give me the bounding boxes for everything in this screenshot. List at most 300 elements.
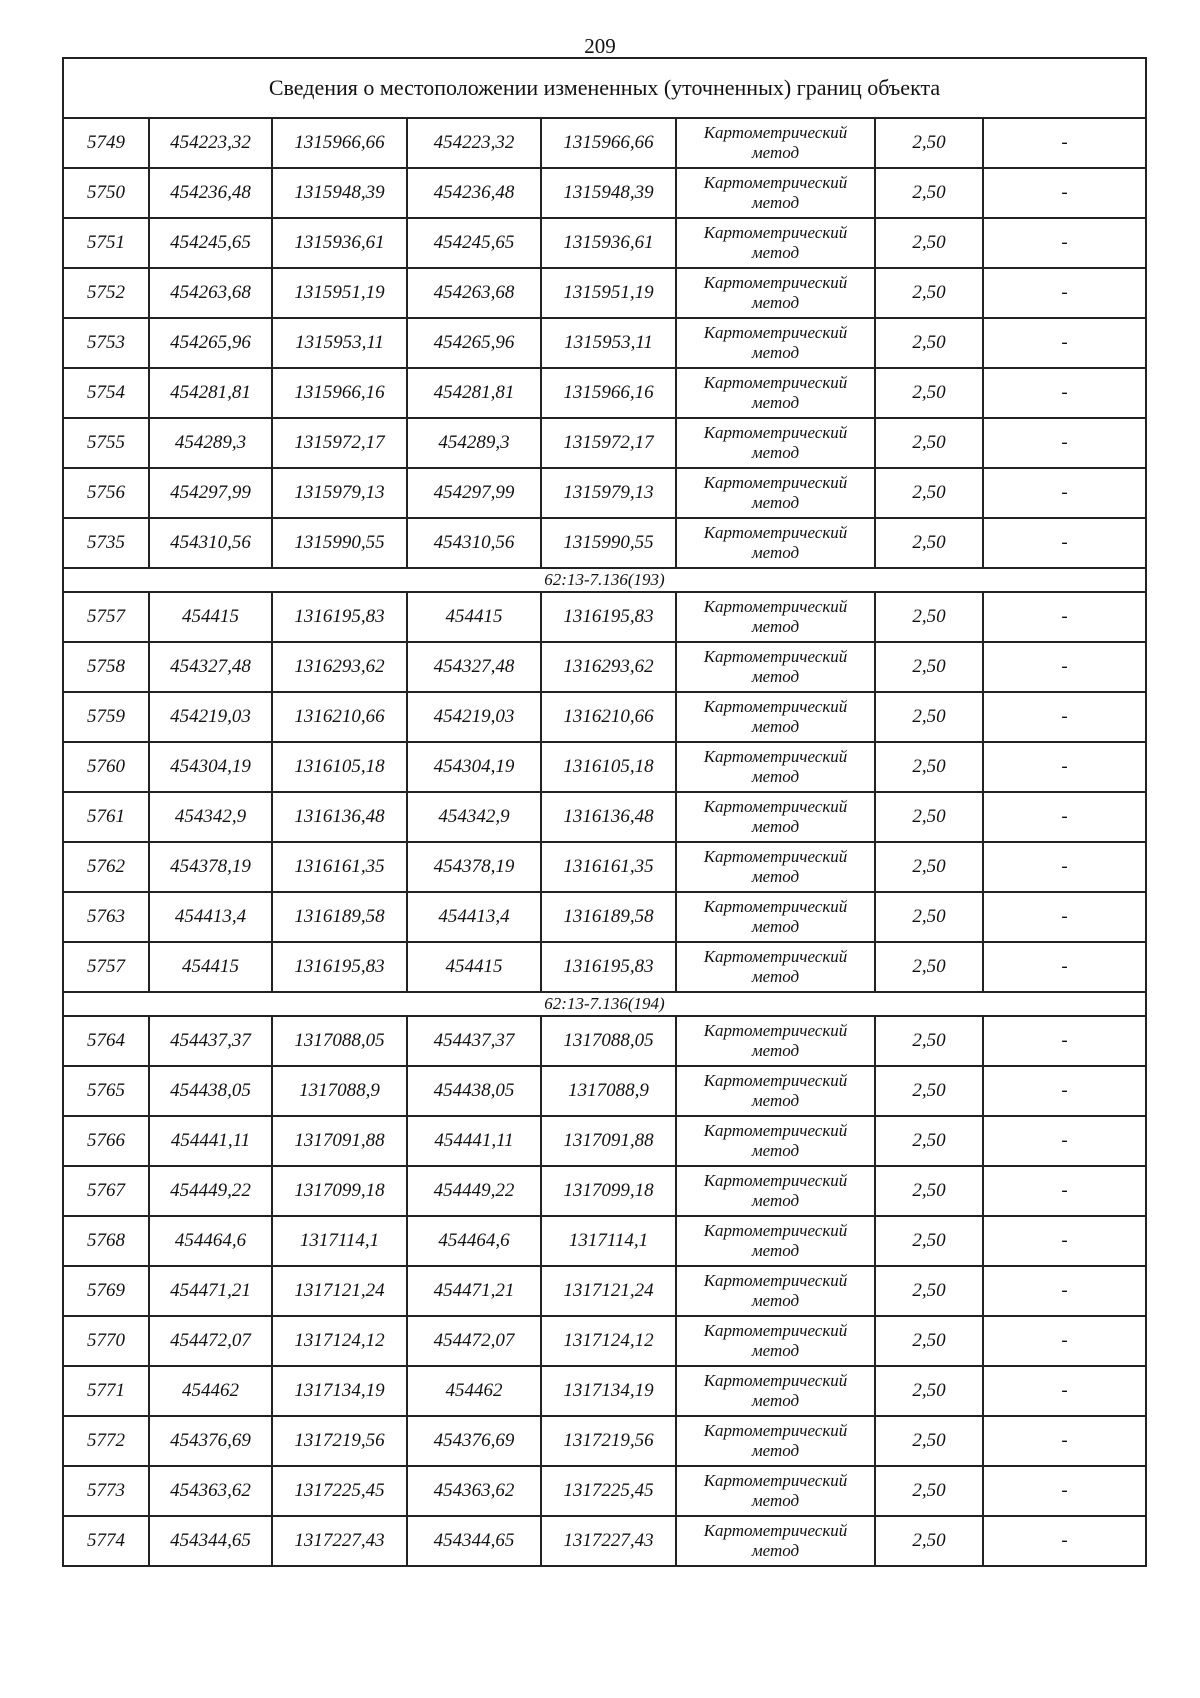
- y-existing-cell: 1317099,18: [272, 1166, 407, 1216]
- x-refined-cell: 454376,69: [407, 1416, 541, 1466]
- y-existing-cell: 1316195,83: [272, 592, 407, 642]
- x-refined-cell: 454441,11: [407, 1116, 541, 1166]
- table-row: [63, 1466, 1146, 1516]
- accuracy-cell: 2,50: [875, 1216, 983, 1266]
- table-row: [63, 1066, 1146, 1116]
- point-number-cell: 5759: [63, 692, 149, 742]
- accuracy-cell: 2,50: [875, 518, 983, 568]
- point-number-cell: 5774: [63, 1516, 149, 1566]
- x-refined-cell: 454449,22: [407, 1166, 541, 1216]
- method-cell: [676, 268, 875, 318]
- table-row: [63, 742, 1146, 792]
- description-cell: -: [983, 168, 1146, 218]
- description-cell: -: [983, 1466, 1146, 1516]
- x-existing-cell: 454471,21: [149, 1266, 272, 1316]
- point-number-cell: 5770: [63, 1316, 149, 1366]
- x-refined-cell: 454415: [407, 592, 541, 642]
- x-existing-cell: 454265,96: [149, 318, 272, 368]
- method-line-1: Картометрический: [703, 1221, 848, 1240]
- method-line-2: метод: [751, 143, 800, 162]
- y-existing-cell: 1317088,9: [272, 1066, 407, 1116]
- x-existing-cell: 454223,32: [149, 118, 272, 168]
- y-existing-cell: 1315972,17: [272, 418, 407, 468]
- method-line-2: метод: [751, 1191, 800, 1210]
- y-refined-cell: 1317114,1: [541, 1216, 676, 1266]
- method-line-2: метод: [751, 393, 800, 412]
- method-cell: [676, 1066, 875, 1116]
- x-refined-cell: 454327,48: [407, 642, 541, 692]
- y-existing-cell: 1316195,83: [272, 942, 407, 992]
- method-cell: [676, 1416, 875, 1466]
- point-number-cell: 5752: [63, 268, 149, 318]
- method-line-2: метод: [751, 1541, 800, 1560]
- y-refined-cell: 1316189,58: [541, 892, 676, 942]
- accuracy-cell: 2,50: [875, 318, 983, 368]
- method-cell: [676, 168, 875, 218]
- table-row: [63, 792, 1146, 842]
- description-cell: -: [983, 1166, 1146, 1216]
- method-line-1: Картометрический: [703, 273, 848, 292]
- method-cell: [676, 842, 875, 892]
- page-number: 209: [584, 34, 616, 58]
- accuracy-cell: 2,50: [875, 218, 983, 268]
- method-line-2: метод: [751, 493, 800, 512]
- accuracy-cell: 2,50: [875, 1466, 983, 1516]
- y-refined-cell: 1316293,62: [541, 642, 676, 692]
- description-cell: -: [983, 1016, 1146, 1066]
- method-line-1: Картометрический: [703, 1321, 848, 1340]
- table-row: [63, 218, 1146, 268]
- x-refined-cell: 454438,05: [407, 1066, 541, 1116]
- point-number-cell: 5762: [63, 842, 149, 892]
- point-number-cell: 5773: [63, 1466, 149, 1516]
- y-refined-cell: 1317088,9: [541, 1066, 676, 1116]
- point-number-cell: 5753: [63, 318, 149, 368]
- y-refined-cell: 1317088,05: [541, 1016, 676, 1066]
- y-existing-cell: 1316136,48: [272, 792, 407, 842]
- description-cell: -: [983, 742, 1146, 792]
- accuracy-cell: 2,50: [875, 592, 983, 642]
- method-cell: [676, 892, 875, 942]
- x-existing-cell: 454281,81: [149, 368, 272, 418]
- x-refined-cell: 454415: [407, 942, 541, 992]
- x-refined-cell: 454342,9: [407, 792, 541, 842]
- method-cell: [676, 942, 875, 992]
- method-line-2: метод: [751, 1141, 800, 1160]
- accuracy-cell: 2,50: [875, 1016, 983, 1066]
- y-refined-cell: 1316195,83: [541, 942, 676, 992]
- table-row: [63, 318, 1146, 368]
- description-cell: -: [983, 118, 1146, 168]
- y-existing-cell: 1317225,45: [272, 1466, 407, 1516]
- y-existing-cell: 1317088,05: [272, 1016, 407, 1066]
- method-line-1: Картометрический: [703, 373, 848, 392]
- method-line-1: Картометрический: [703, 1471, 848, 1490]
- y-existing-cell: 1316161,35: [272, 842, 407, 892]
- description-cell: -: [983, 468, 1146, 518]
- method-line-2: метод: [751, 767, 800, 786]
- table-row: [63, 518, 1146, 568]
- x-refined-cell: 454344,65: [407, 1516, 541, 1566]
- description-cell: -: [983, 1216, 1146, 1266]
- table-row: [63, 168, 1146, 218]
- y-existing-cell: 1315953,11: [272, 318, 407, 368]
- x-existing-cell: 454245,65: [149, 218, 272, 268]
- accuracy-cell: 2,50: [875, 892, 983, 942]
- method-line-2: метод: [751, 1091, 800, 1110]
- point-number-cell: 5757: [63, 592, 149, 642]
- x-existing-cell: 454236,48: [149, 168, 272, 218]
- y-existing-cell: 1315948,39: [272, 168, 407, 218]
- point-number-cell: 5755: [63, 418, 149, 468]
- table-row: [63, 592, 1146, 642]
- point-number-cell: 5749: [63, 118, 149, 168]
- method-cell: [676, 1266, 875, 1316]
- description-cell: -: [983, 792, 1146, 842]
- description-cell: -: [983, 1116, 1146, 1166]
- description-cell: -: [983, 592, 1146, 642]
- table-row: [63, 1516, 1146, 1566]
- table-row: [63, 1266, 1146, 1316]
- method-line-2: метод: [751, 543, 800, 562]
- method-line-1: Картометрический: [703, 647, 848, 666]
- y-refined-cell: 1317091,88: [541, 1116, 676, 1166]
- description-cell: -: [983, 1416, 1146, 1466]
- point-number-cell: 5764: [63, 1016, 149, 1066]
- method-line-1: Картометрический: [703, 123, 848, 142]
- table-row: [63, 1366, 1146, 1416]
- y-refined-cell: 1315936,61: [541, 218, 676, 268]
- method-line-2: метод: [751, 717, 800, 736]
- method-line-1: Картометрический: [703, 473, 848, 492]
- accuracy-cell: 2,50: [875, 1416, 983, 1466]
- x-refined-cell: 454471,21: [407, 1266, 541, 1316]
- x-existing-cell: 454441,11: [149, 1116, 272, 1166]
- y-existing-cell: 1317219,56: [272, 1416, 407, 1466]
- accuracy-cell: 2,50: [875, 368, 983, 418]
- method-cell: [676, 1016, 875, 1066]
- point-number-cell: 5765: [63, 1066, 149, 1116]
- description-cell: -: [983, 418, 1146, 468]
- table-row: [63, 1416, 1146, 1466]
- y-existing-cell: 1316189,58: [272, 892, 407, 942]
- x-refined-cell: 454281,81: [407, 368, 541, 418]
- boundary-coordinates-table: [62, 57, 1147, 1567]
- x-existing-cell: 454304,19: [149, 742, 272, 792]
- method-cell: [676, 418, 875, 468]
- y-existing-cell: 1316293,62: [272, 642, 407, 692]
- table-row: [63, 268, 1146, 318]
- y-refined-cell: 1317099,18: [541, 1166, 676, 1216]
- y-refined-cell: 1316136,48: [541, 792, 676, 842]
- description-cell: -: [983, 518, 1146, 568]
- table-row: [63, 1216, 1146, 1266]
- method-line-1: Картометрический: [703, 173, 848, 192]
- method-cell: [676, 1116, 875, 1166]
- accuracy-cell: 2,50: [875, 692, 983, 742]
- x-refined-cell: 454472,07: [407, 1316, 541, 1366]
- description-cell: -: [983, 642, 1146, 692]
- method-cell: [676, 1316, 875, 1366]
- table-row: [63, 1316, 1146, 1366]
- y-refined-cell: 1317134,19: [541, 1366, 676, 1416]
- accuracy-cell: 2,50: [875, 942, 983, 992]
- method-line-2: метод: [751, 1341, 800, 1360]
- point-number-cell: 5760: [63, 742, 149, 792]
- y-existing-cell: 1317134,19: [272, 1366, 407, 1416]
- method-line-1: Картометрический: [703, 1171, 848, 1190]
- accuracy-cell: 2,50: [875, 842, 983, 892]
- y-refined-cell: 1315990,55: [541, 518, 676, 568]
- section-label: 62:13-7.136(193): [63, 568, 1146, 592]
- method-line-2: метод: [751, 293, 800, 312]
- description-cell: -: [983, 942, 1146, 992]
- method-cell: [676, 1216, 875, 1266]
- description-cell: -: [983, 1066, 1146, 1116]
- point-number-cell: 5767: [63, 1166, 149, 1216]
- point-number-cell: 5751: [63, 218, 149, 268]
- section-row: [63, 568, 1146, 592]
- y-existing-cell: 1315966,16: [272, 368, 407, 418]
- x-existing-cell: 454464,6: [149, 1216, 272, 1266]
- method-cell: [676, 518, 875, 568]
- point-number-cell: 5772: [63, 1416, 149, 1466]
- point-number-cell: 5757: [63, 942, 149, 992]
- accuracy-cell: 2,50: [875, 1166, 983, 1216]
- x-existing-cell: 454327,48: [149, 642, 272, 692]
- table-title-row: [63, 58, 1146, 118]
- table-row: [63, 842, 1146, 892]
- accuracy-cell: 2,50: [875, 1516, 983, 1566]
- method-line-1: Картометрический: [703, 1071, 848, 1090]
- accuracy-cell: 2,50: [875, 1366, 983, 1416]
- method-cell: [676, 468, 875, 518]
- table-row: [63, 418, 1146, 468]
- y-refined-cell: 1315948,39: [541, 168, 676, 218]
- point-number-cell: 5766: [63, 1116, 149, 1166]
- x-existing-cell: 454344,65: [149, 1516, 272, 1566]
- x-refined-cell: 454378,19: [407, 842, 541, 892]
- method-cell: [676, 692, 875, 742]
- method-line-2: метод: [751, 443, 800, 462]
- method-cell: [676, 592, 875, 642]
- y-refined-cell: 1317219,56: [541, 1416, 676, 1466]
- accuracy-cell: 2,50: [875, 742, 983, 792]
- x-existing-cell: 454438,05: [149, 1066, 272, 1116]
- method-line-1: Картометрический: [703, 947, 848, 966]
- description-cell: -: [983, 268, 1146, 318]
- y-refined-cell: 1316161,35: [541, 842, 676, 892]
- x-refined-cell: 454464,6: [407, 1216, 541, 1266]
- description-cell: -: [983, 892, 1146, 942]
- description-cell: -: [983, 842, 1146, 892]
- y-existing-cell: 1315990,55: [272, 518, 407, 568]
- x-refined-cell: 454310,56: [407, 518, 541, 568]
- description-cell: -: [983, 318, 1146, 368]
- method-line-2: метод: [751, 1491, 800, 1510]
- x-refined-cell: 454304,19: [407, 742, 541, 792]
- accuracy-cell: 2,50: [875, 642, 983, 692]
- method-line-2: метод: [751, 193, 800, 212]
- description-cell: -: [983, 1516, 1146, 1566]
- method-line-2: метод: [751, 1441, 800, 1460]
- method-line-1: Картометрический: [703, 323, 848, 342]
- x-existing-cell: 454378,19: [149, 842, 272, 892]
- y-existing-cell: 1316105,18: [272, 742, 407, 792]
- y-existing-cell: 1315966,66: [272, 118, 407, 168]
- description-cell: -: [983, 692, 1146, 742]
- method-line-1: Картометрический: [703, 523, 848, 542]
- x-existing-cell: 454413,4: [149, 892, 272, 942]
- y-refined-cell: 1315966,16: [541, 368, 676, 418]
- method-line-2: метод: [751, 967, 800, 986]
- y-refined-cell: 1316210,66: [541, 692, 676, 742]
- section-row: [63, 992, 1146, 1016]
- method-line-1: Картометрический: [703, 423, 848, 442]
- point-number-cell: 5761: [63, 792, 149, 842]
- x-refined-cell: 454219,03: [407, 692, 541, 742]
- method-line-1: Картометрический: [703, 1421, 848, 1440]
- x-refined-cell: 454245,65: [407, 218, 541, 268]
- point-number-cell: 5750: [63, 168, 149, 218]
- method-line-1: Картометрический: [703, 1371, 848, 1390]
- x-existing-cell: 454310,56: [149, 518, 272, 568]
- y-existing-cell: 1317121,24: [272, 1266, 407, 1316]
- x-refined-cell: 454413,4: [407, 892, 541, 942]
- table-row: [63, 118, 1146, 168]
- y-existing-cell: 1315951,19: [272, 268, 407, 318]
- method-line-2: метод: [751, 1291, 800, 1310]
- x-existing-cell: 454462: [149, 1366, 272, 1416]
- x-refined-cell: 454462: [407, 1366, 541, 1416]
- method-cell: [676, 368, 875, 418]
- y-refined-cell: 1317227,43: [541, 1516, 676, 1566]
- point-number-cell: 5768: [63, 1216, 149, 1266]
- accuracy-cell: 2,50: [875, 792, 983, 842]
- table-row: [63, 892, 1146, 942]
- y-refined-cell: 1317124,12: [541, 1316, 676, 1366]
- method-line-1: Картометрический: [703, 897, 848, 916]
- method-cell: [676, 318, 875, 368]
- y-refined-cell: 1315953,11: [541, 318, 676, 368]
- accuracy-cell: 2,50: [875, 1116, 983, 1166]
- method-cell: [676, 118, 875, 168]
- method-line-2: метод: [751, 1241, 800, 1260]
- x-existing-cell: 454415: [149, 942, 272, 992]
- method-cell: [676, 1466, 875, 1516]
- x-refined-cell: 454437,37: [407, 1016, 541, 1066]
- description-cell: -: [983, 1316, 1146, 1366]
- method-line-1: Картометрический: [703, 597, 848, 616]
- x-existing-cell: 454449,22: [149, 1166, 272, 1216]
- method-line-2: метод: [751, 867, 800, 886]
- method-line-2: метод: [751, 1391, 800, 1410]
- method-line-2: метод: [751, 343, 800, 362]
- accuracy-cell: 2,50: [875, 1066, 983, 1116]
- method-line-1: Картометрический: [703, 697, 848, 716]
- method-line-1: Картометрический: [703, 797, 848, 816]
- y-refined-cell: 1315979,13: [541, 468, 676, 518]
- y-refined-cell: 1317225,45: [541, 1466, 676, 1516]
- x-refined-cell: 454297,99: [407, 468, 541, 518]
- accuracy-cell: 2,50: [875, 1316, 983, 1366]
- x-existing-cell: 454297,99: [149, 468, 272, 518]
- x-existing-cell: 454289,3: [149, 418, 272, 468]
- table-row: [63, 368, 1146, 418]
- x-refined-cell: 454265,96: [407, 318, 541, 368]
- description-cell: -: [983, 368, 1146, 418]
- y-refined-cell: 1317121,24: [541, 1266, 676, 1316]
- method-line-1: Картометрический: [703, 1271, 848, 1290]
- table-row: [63, 1116, 1146, 1166]
- x-refined-cell: 454363,62: [407, 1466, 541, 1516]
- table-row: [63, 1016, 1146, 1066]
- x-refined-cell: 454263,68: [407, 268, 541, 318]
- y-refined-cell: 1315966,66: [541, 118, 676, 168]
- y-existing-cell: 1317091,88: [272, 1116, 407, 1166]
- table-row: [63, 642, 1146, 692]
- method-line-1: Картометрический: [703, 1121, 848, 1140]
- point-number-cell: 5769: [63, 1266, 149, 1316]
- y-refined-cell: 1316195,83: [541, 592, 676, 642]
- method-cell: [676, 1366, 875, 1416]
- method-line-2: метод: [751, 667, 800, 686]
- x-existing-cell: 454376,69: [149, 1416, 272, 1466]
- x-existing-cell: 454219,03: [149, 692, 272, 742]
- table-row: [63, 468, 1146, 518]
- x-refined-cell: 454289,3: [407, 418, 541, 468]
- x-existing-cell: 454342,9: [149, 792, 272, 842]
- y-existing-cell: 1317227,43: [272, 1516, 407, 1566]
- table-row: [63, 1166, 1146, 1216]
- y-existing-cell: 1315936,61: [272, 218, 407, 268]
- accuracy-cell: 2,50: [875, 1266, 983, 1316]
- accuracy-cell: 2,50: [875, 118, 983, 168]
- method-line-1: Картометрический: [703, 747, 848, 766]
- accuracy-cell: 2,50: [875, 468, 983, 518]
- point-number-cell: 5735: [63, 518, 149, 568]
- method-cell: [676, 218, 875, 268]
- accuracy-cell: 2,50: [875, 268, 983, 318]
- accuracy-cell: 2,50: [875, 168, 983, 218]
- x-existing-cell: 454363,62: [149, 1466, 272, 1516]
- x-existing-cell: 454472,07: [149, 1316, 272, 1366]
- method-line-2: метод: [751, 617, 800, 636]
- method-line-1: Картометрический: [703, 223, 848, 242]
- x-existing-cell: 454437,37: [149, 1016, 272, 1066]
- section-label: 62:13-7.136(194): [63, 992, 1146, 1016]
- table-title: Сведения о местоположении измененных (уточненных) границ объекта: [63, 58, 1146, 118]
- y-refined-cell: 1315951,19: [541, 268, 676, 318]
- y-existing-cell: 1317124,12: [272, 1316, 407, 1366]
- method-cell: [676, 792, 875, 842]
- method-line-2: метод: [751, 1041, 800, 1060]
- accuracy-cell: 2,50: [875, 418, 983, 468]
- point-number-cell: 5763: [63, 892, 149, 942]
- method-cell: [676, 642, 875, 692]
- description-cell: -: [983, 1366, 1146, 1416]
- y-refined-cell: 1315972,17: [541, 418, 676, 468]
- point-number-cell: 5754: [63, 368, 149, 418]
- method-cell: [676, 1516, 875, 1566]
- y-existing-cell: 1315979,13: [272, 468, 407, 518]
- x-refined-cell: 454223,32: [407, 118, 541, 168]
- method-line-1: Картометрический: [703, 847, 848, 866]
- method-line-2: метод: [751, 817, 800, 836]
- method-cell: [676, 742, 875, 792]
- method-cell: [676, 1166, 875, 1216]
- description-cell: -: [983, 218, 1146, 268]
